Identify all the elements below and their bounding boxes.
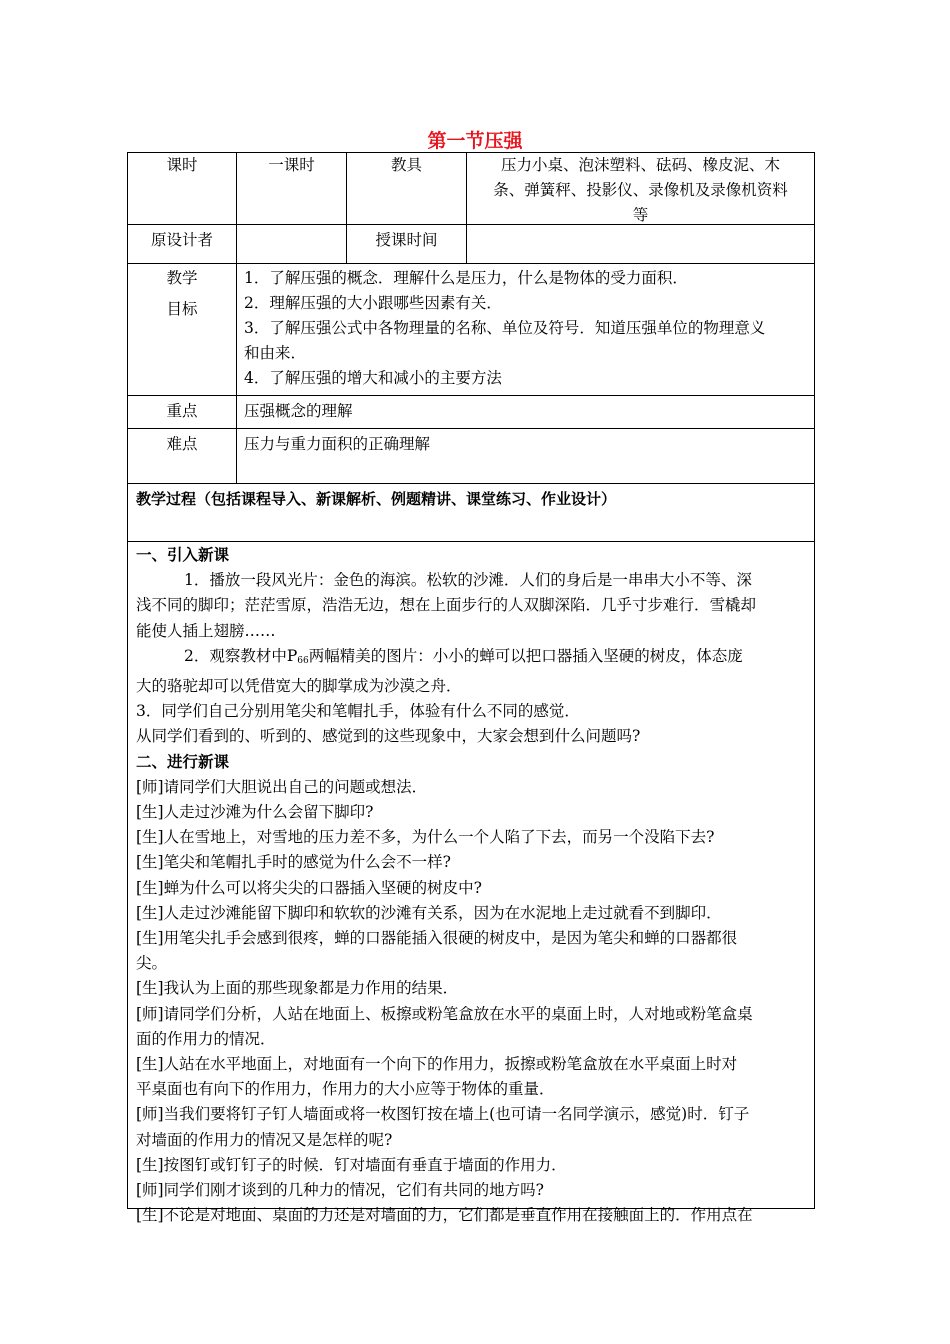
label-designer: 原设计者 (150, 231, 213, 249)
row-divider (128, 483, 814, 484)
lesson-body (136, 543, 812, 1228)
section-heading: 一、引入新课 (136, 546, 230, 564)
dialogue-line: [师]请同学们大胆说出自己的问题或想法． (136, 777, 428, 796)
objective-item: 2．理解压强的大小跟哪些因素有关． (244, 294, 502, 312)
objective-item: 和由来． (244, 344, 307, 362)
row-divider (128, 541, 814, 542)
body-line: 1．播放一段风光片：金色的海滨。松软的沙滩．人们的身后是一串串大小不等、深 (184, 571, 752, 590)
row-divider (128, 428, 814, 429)
lesson-plan-table (127, 152, 815, 1225)
objective-item: 4．了解压强的增大和减小的主要方法 (244, 369, 502, 387)
value-period: 一课时 (268, 156, 315, 174)
dialogue-line: 面的作用力的情况． (136, 1029, 276, 1048)
dialogue-line: [生]蝉为什么可以将尖尖的口器插入坚硬的树皮中? (136, 878, 482, 897)
objectives-list (244, 266, 765, 391)
dialogue-line: [师]请同学们分析，人站在地面上、板擦或粉笔盒放在水平的桌面上时，人对地或粉笔盒桌 (136, 1004, 753, 1023)
body-line: 从同学们看到的、听到的、感觉到的这些现象中，大家会想到什么问题吗? (136, 727, 641, 746)
label-objectives (128, 266, 236, 322)
dialogue-line: [生]笔尖和笔帽扎手时的感觉为什么会不一样? (136, 853, 451, 872)
label-objectives-line: 目标 (166, 300, 198, 318)
body-line: 浅不同的脚印；茫茫雪原，浩浩无边，想在上面步行的人双脚深陷．几乎寸步难行．雪橇却 (136, 596, 757, 615)
page-subscript: 66 (297, 655, 309, 666)
dialogue-line: [生]我认为上面的那些现象都是力作用的结果． (136, 979, 459, 998)
row-divider (128, 263, 814, 264)
body-text: 两幅精美的图片：小小的蝉可以把口器插入坚硬的树皮，体态庞 (308, 646, 743, 665)
body-text: 2．观察教材中P (184, 646, 298, 665)
value-tools (467, 153, 814, 228)
label-key-point: 重点 (166, 402, 198, 420)
dialogue-line: [师]同学们刚才谈到的几种力的情况，它们有共同的地方吗? (136, 1181, 544, 1200)
value-difficulty: 压力与重力面积的正确理解 (244, 435, 431, 453)
objective-item: 1．了解压强的概念．理解什么是压力，什么是物体的受力面积． (244, 269, 688, 287)
dialogue-line: 平桌面也有向下的作用力，作用力的大小应等于物体的重量． (136, 1080, 555, 1099)
dialogue-line: [生]人在雪地上，对雪地的压力差不多，为什么一个人陷了下去，而另一个没陷下去? (136, 828, 715, 847)
row-divider (128, 395, 814, 396)
dialogue-line: 尖。 (136, 954, 168, 973)
dialogue-line: [生]用笔尖扎手会感到很疼，蝉的口器能插入很硬的树皮中，是因为笔尖和蝉的口器都很 (136, 929, 738, 948)
label-difficulty: 难点 (166, 435, 198, 453)
body-line: 能使人插上翅膀…… (136, 621, 276, 640)
label-class-time: 授课时间 (375, 231, 438, 249)
objective-item: 3．了解压强公式中各物理量的名称、单位及符号．知道压强单位的物理意义 (244, 319, 766, 337)
body-line (136, 644, 812, 674)
tools-line: 条、弹簧秤、投影仪、录像机及录像机资料 (493, 181, 788, 199)
dialogue-line: [生]人走过沙滩能留下脚印和软软的沙滩有关系，因为在水泥地上走过就看不到脚印． (136, 903, 722, 922)
dialogue-line: [生]人站在水平地面上，对地面有一个向下的作用力，扳擦或粉笔盒放在水平桌面上时对 (136, 1055, 738, 1074)
col-divider (236, 263, 237, 483)
dialogue-line: 对墙面的作用力的情况又是怎样的呢? (136, 1130, 393, 1149)
label-tools: 教具 (390, 156, 422, 174)
dialogue-line: [生]不论是对地面、桌面的力还是对墙面的力，它们都是垂直作用在接触面上的．作用点在 (136, 1206, 753, 1225)
section-heading: 二、进行新课 (136, 752, 230, 771)
body-line: 大的骆驼却可以凭借宽大的脚掌成为沙漠之舟． (136, 677, 462, 696)
dialogue-line: [生]按图钉或钉钉子的时候．钉对墙面有垂直于墙面的作用力． (136, 1155, 567, 1174)
dialogue-line: [师]当我们要将钉子钉人墙面或将一枚图钉按在墙上(也可请一名同学演示，感觉)时．钉子 (136, 1105, 750, 1124)
label-period: 课时 (166, 156, 198, 174)
tools-line: 压力小桌、泡沫塑料、砝码、橡皮泥、木 (500, 156, 780, 174)
page-title: 第一节压强 (427, 130, 523, 152)
tools-line: 等 (632, 206, 649, 224)
body-line: 3．同学们自己分别用笔尖和笔帽扎手，体验有什么不同的感觉． (136, 702, 580, 721)
process-heading: 教学过程（包括课程导入、新课解析、例题精讲、课堂练习、作业设计） (136, 490, 617, 508)
dialogue-line: [生]人走过沙滩为什么会留下脚印? (136, 803, 374, 822)
value-key-point: 压强概念的理解 (244, 402, 353, 420)
label-objectives-line: 教学 (166, 269, 198, 287)
